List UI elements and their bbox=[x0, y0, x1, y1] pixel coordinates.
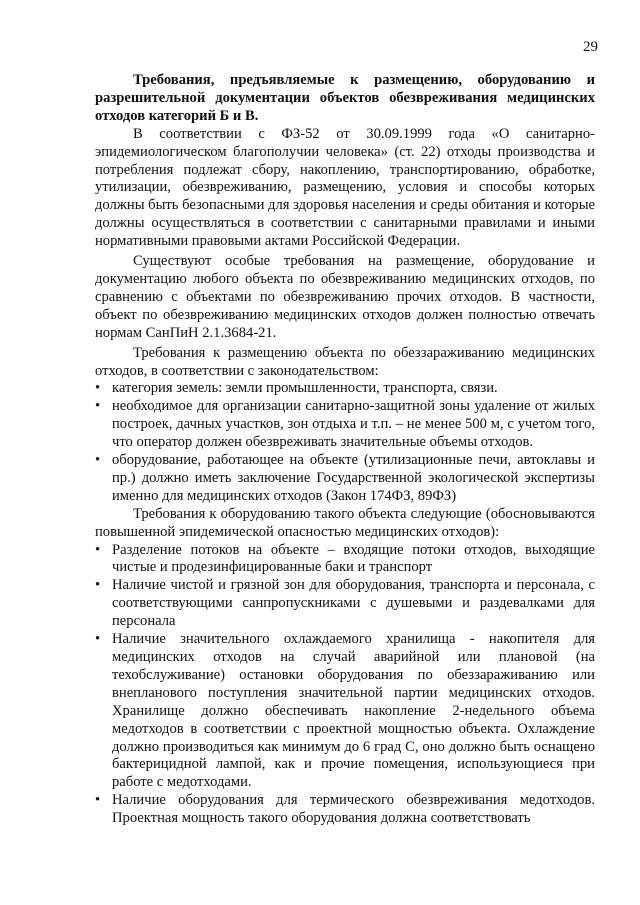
paragraph-equipment-intro: Требования к оборудованию такого объекта следующие (обосновываются повышенной эпидемической опасностью медицинских отходов): bbox=[95, 505, 595, 540]
bullet-icon: • bbox=[95, 792, 101, 809]
page-content bbox=[95, 72, 595, 828]
bullet-icon: • bbox=[95, 452, 101, 469]
list-item bbox=[95, 577, 595, 631]
page-number: 29 bbox=[583, 39, 598, 55]
list-item-text: Разделение потоков на объекте – входящие потоки отходов, выходящие чистые и продезинфицированные баки и транспорт bbox=[112, 541, 595, 576]
list-item bbox=[95, 631, 595, 792]
list-item-text: необходимое для организации санитарно-защитной зоны удаление от жилых построек, дачных участков, зон отдыха и т.п. – не менее 500 м, с учетом того, что оператор должен обезвреживать значительные объемы отходов. bbox=[112, 398, 595, 451]
list-item bbox=[95, 542, 595, 578]
placement-requirements-list bbox=[95, 380, 595, 505]
bullet-icon: • bbox=[95, 631, 101, 648]
paragraph-special-requirements: Существуют особые требования на размещение, оборудование и документацию любого объекта по обезвреживанию медицинских отходов, по сравнению с объектами по обезвреживанию прочих отходов. В частности, объект по обезвреживанию медицинских отходов должен полностью отвечать нормам СанПиН 2.1.3684-21. bbox=[95, 253, 595, 341]
section-heading: Требования, предъявляемые к размещению, оборудованию и разрешительной документации объектов обезвреживания медицинских отходов категорий Б и В. bbox=[95, 72, 595, 124]
list-item-text: оборудование, работающее на объекте (утилизационные печи, автоклавы и пр.) должно иметь заключение Государственной экологической экспертизы именно для медицинских отходов (Закон 174ФЗ, 89ФЗ) bbox=[112, 452, 595, 504]
list-item-text: Наличие оборудования для термического обезвреживания медотходов. Проектная мощность такого оборудования должна соответствовать bbox=[112, 792, 595, 827]
list-item-text: Наличие значительного охлаждаемого хранилища - накопителя для медицинских отходов на случай аварийной или плановой (на техобслуживание) остановки оборудования по обеззараживанию или внепланового поступления значительной партии медицинских отходов. Хранилище должно обеспечивать накопление 2-недельного объема медотходов в соответствии с проектной мощностью объекта. Охлаждение должно производиться как минимум до 6 град С, оно должно быть оснащено бактерицидной лампой, как и прочие помещения, использующиеся при работе с медотходами. bbox=[112, 631, 595, 791]
paragraph-placement-intro: Требования к размещению объекта по обеззараживанию медицинских отходов, в соответствии с законодательством: bbox=[95, 344, 595, 379]
paragraph-law-reference: В соответствии с ФЗ-52 от 30.09.1999 года «О санитарно-эпидемиологическом благополучии человека» (ст. 22) отходы производства и потребления подлежат сбору, накоплению, транспортированию, обработке, утилизации, обезвреживанию, размещению, условия и способы которых должны быть безопасными для здоровья населения и среды обитания и которые должны осуществляться в соответствии с санитарными правилами и иными нормативными правовыми актами Российской Федерации. bbox=[95, 125, 595, 250]
bullet-icon: • bbox=[95, 577, 101, 594]
list-item bbox=[95, 398, 595, 452]
list-item bbox=[95, 452, 595, 506]
bullet-icon: • bbox=[95, 541, 101, 558]
equipment-requirements-list bbox=[95, 542, 595, 829]
bullet-icon: • bbox=[95, 398, 101, 415]
list-item-text: категория земель: земли промышленности, транспорта, связи. bbox=[112, 380, 498, 397]
list-item bbox=[95, 792, 595, 828]
bullet-icon: • bbox=[95, 380, 101, 397]
list-item-text: Наличие чистой и грязной зон для оборудования, транспорта и персонала, с соответствующими санпропускниками с душевыми и раздевалками для персонала bbox=[112, 577, 595, 630]
list-item bbox=[95, 380, 595, 398]
